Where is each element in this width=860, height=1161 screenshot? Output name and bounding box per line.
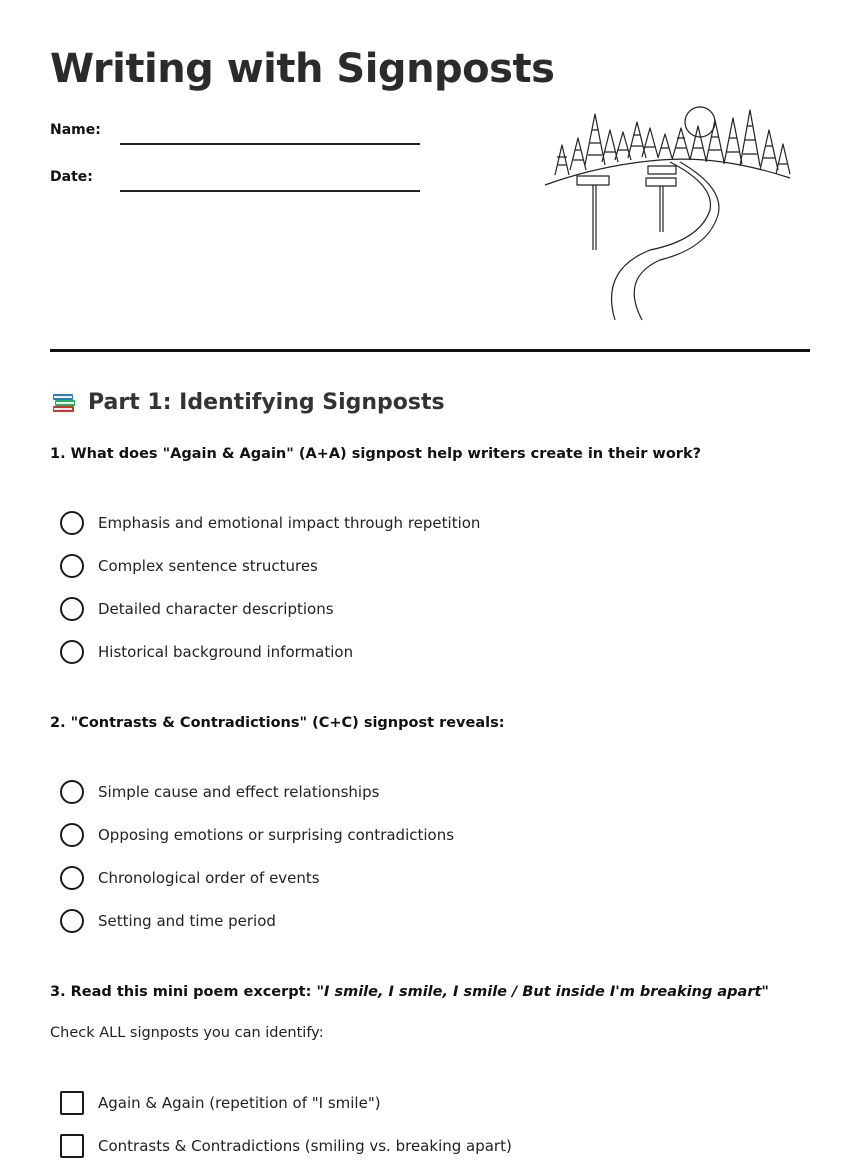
q2-option-4-label: Setting and time period	[98, 912, 276, 930]
q1-option-4-label: Historical background information	[98, 643, 354, 661]
part1-title	[50, 388, 445, 416]
q1-option-3[interactable]	[60, 597, 334, 621]
question-3-instruction: Check ALL signposts you can identify:	[50, 1025, 324, 1041]
name-field[interactable]	[120, 143, 420, 145]
question-1: 1. What does "Again & Again" (A+A) signpost help writers create in their work?	[50, 446, 701, 462]
radio-button[interactable]	[60, 909, 84, 933]
poem-excerpt: "I smile, I smile, I smile / But inside I'm breaking apart"	[316, 984, 769, 1000]
question-3	[50, 984, 769, 1000]
q2-option-3[interactable]	[60, 866, 320, 890]
q2-option-2[interactable]	[60, 823, 454, 847]
checkbox[interactable]	[60, 1091, 84, 1115]
q1-option-1[interactable]	[60, 511, 480, 535]
q2-option-2-label: Opposing emotions or surprising contradictions	[98, 826, 455, 844]
part1-title-text: Part 1: Identifying Signposts	[88, 389, 445, 415]
q1-option-1-label: Emphasis and emotional impact through repetition	[98, 514, 481, 532]
radio-button[interactable]	[60, 823, 84, 847]
radio-button[interactable]	[60, 597, 84, 621]
checkbox[interactable]	[60, 1134, 84, 1158]
q1-option-4[interactable]	[60, 640, 353, 664]
radio-button[interactable]	[60, 554, 84, 578]
q3-option-2[interactable]	[60, 1134, 512, 1158]
date-label: Date:	[50, 169, 93, 185]
q1-option-2[interactable]	[60, 554, 318, 578]
q1-option-3-label: Detailed character descriptions	[98, 600, 334, 618]
forest-path-signpost-illustration	[540, 100, 800, 325]
date-field[interactable]	[120, 190, 420, 192]
books-icon	[50, 388, 78, 416]
q3-option-2-label: Contrasts & Contradictions (smiling vs. breaking apart)	[98, 1137, 512, 1155]
q1-option-2-label: Complex sentence structures	[98, 557, 318, 575]
q3-option-1[interactable]	[60, 1091, 381, 1115]
q2-option-1-label: Simple cause and effect relationships	[98, 783, 380, 801]
radio-button[interactable]	[60, 780, 84, 804]
q2-option-3-label: Chronological order of events	[98, 869, 320, 887]
section-divider	[50, 349, 810, 352]
q2-option-1[interactable]	[60, 780, 379, 804]
q2-option-4[interactable]	[60, 909, 276, 933]
question-2: 2. "Contrasts & Contradictions" (C+C) signpost reveals:	[50, 715, 505, 731]
question-3-prompt: 3. Read this mini poem excerpt:	[50, 984, 312, 1000]
name-label: Name:	[50, 122, 101, 138]
q3-option-1-label: Again & Again (repetition of "I smile")	[98, 1094, 381, 1112]
radio-button[interactable]	[60, 640, 84, 664]
radio-button[interactable]	[60, 511, 84, 535]
page-title: Writing with Signposts	[50, 46, 555, 92]
radio-button[interactable]	[60, 866, 84, 890]
